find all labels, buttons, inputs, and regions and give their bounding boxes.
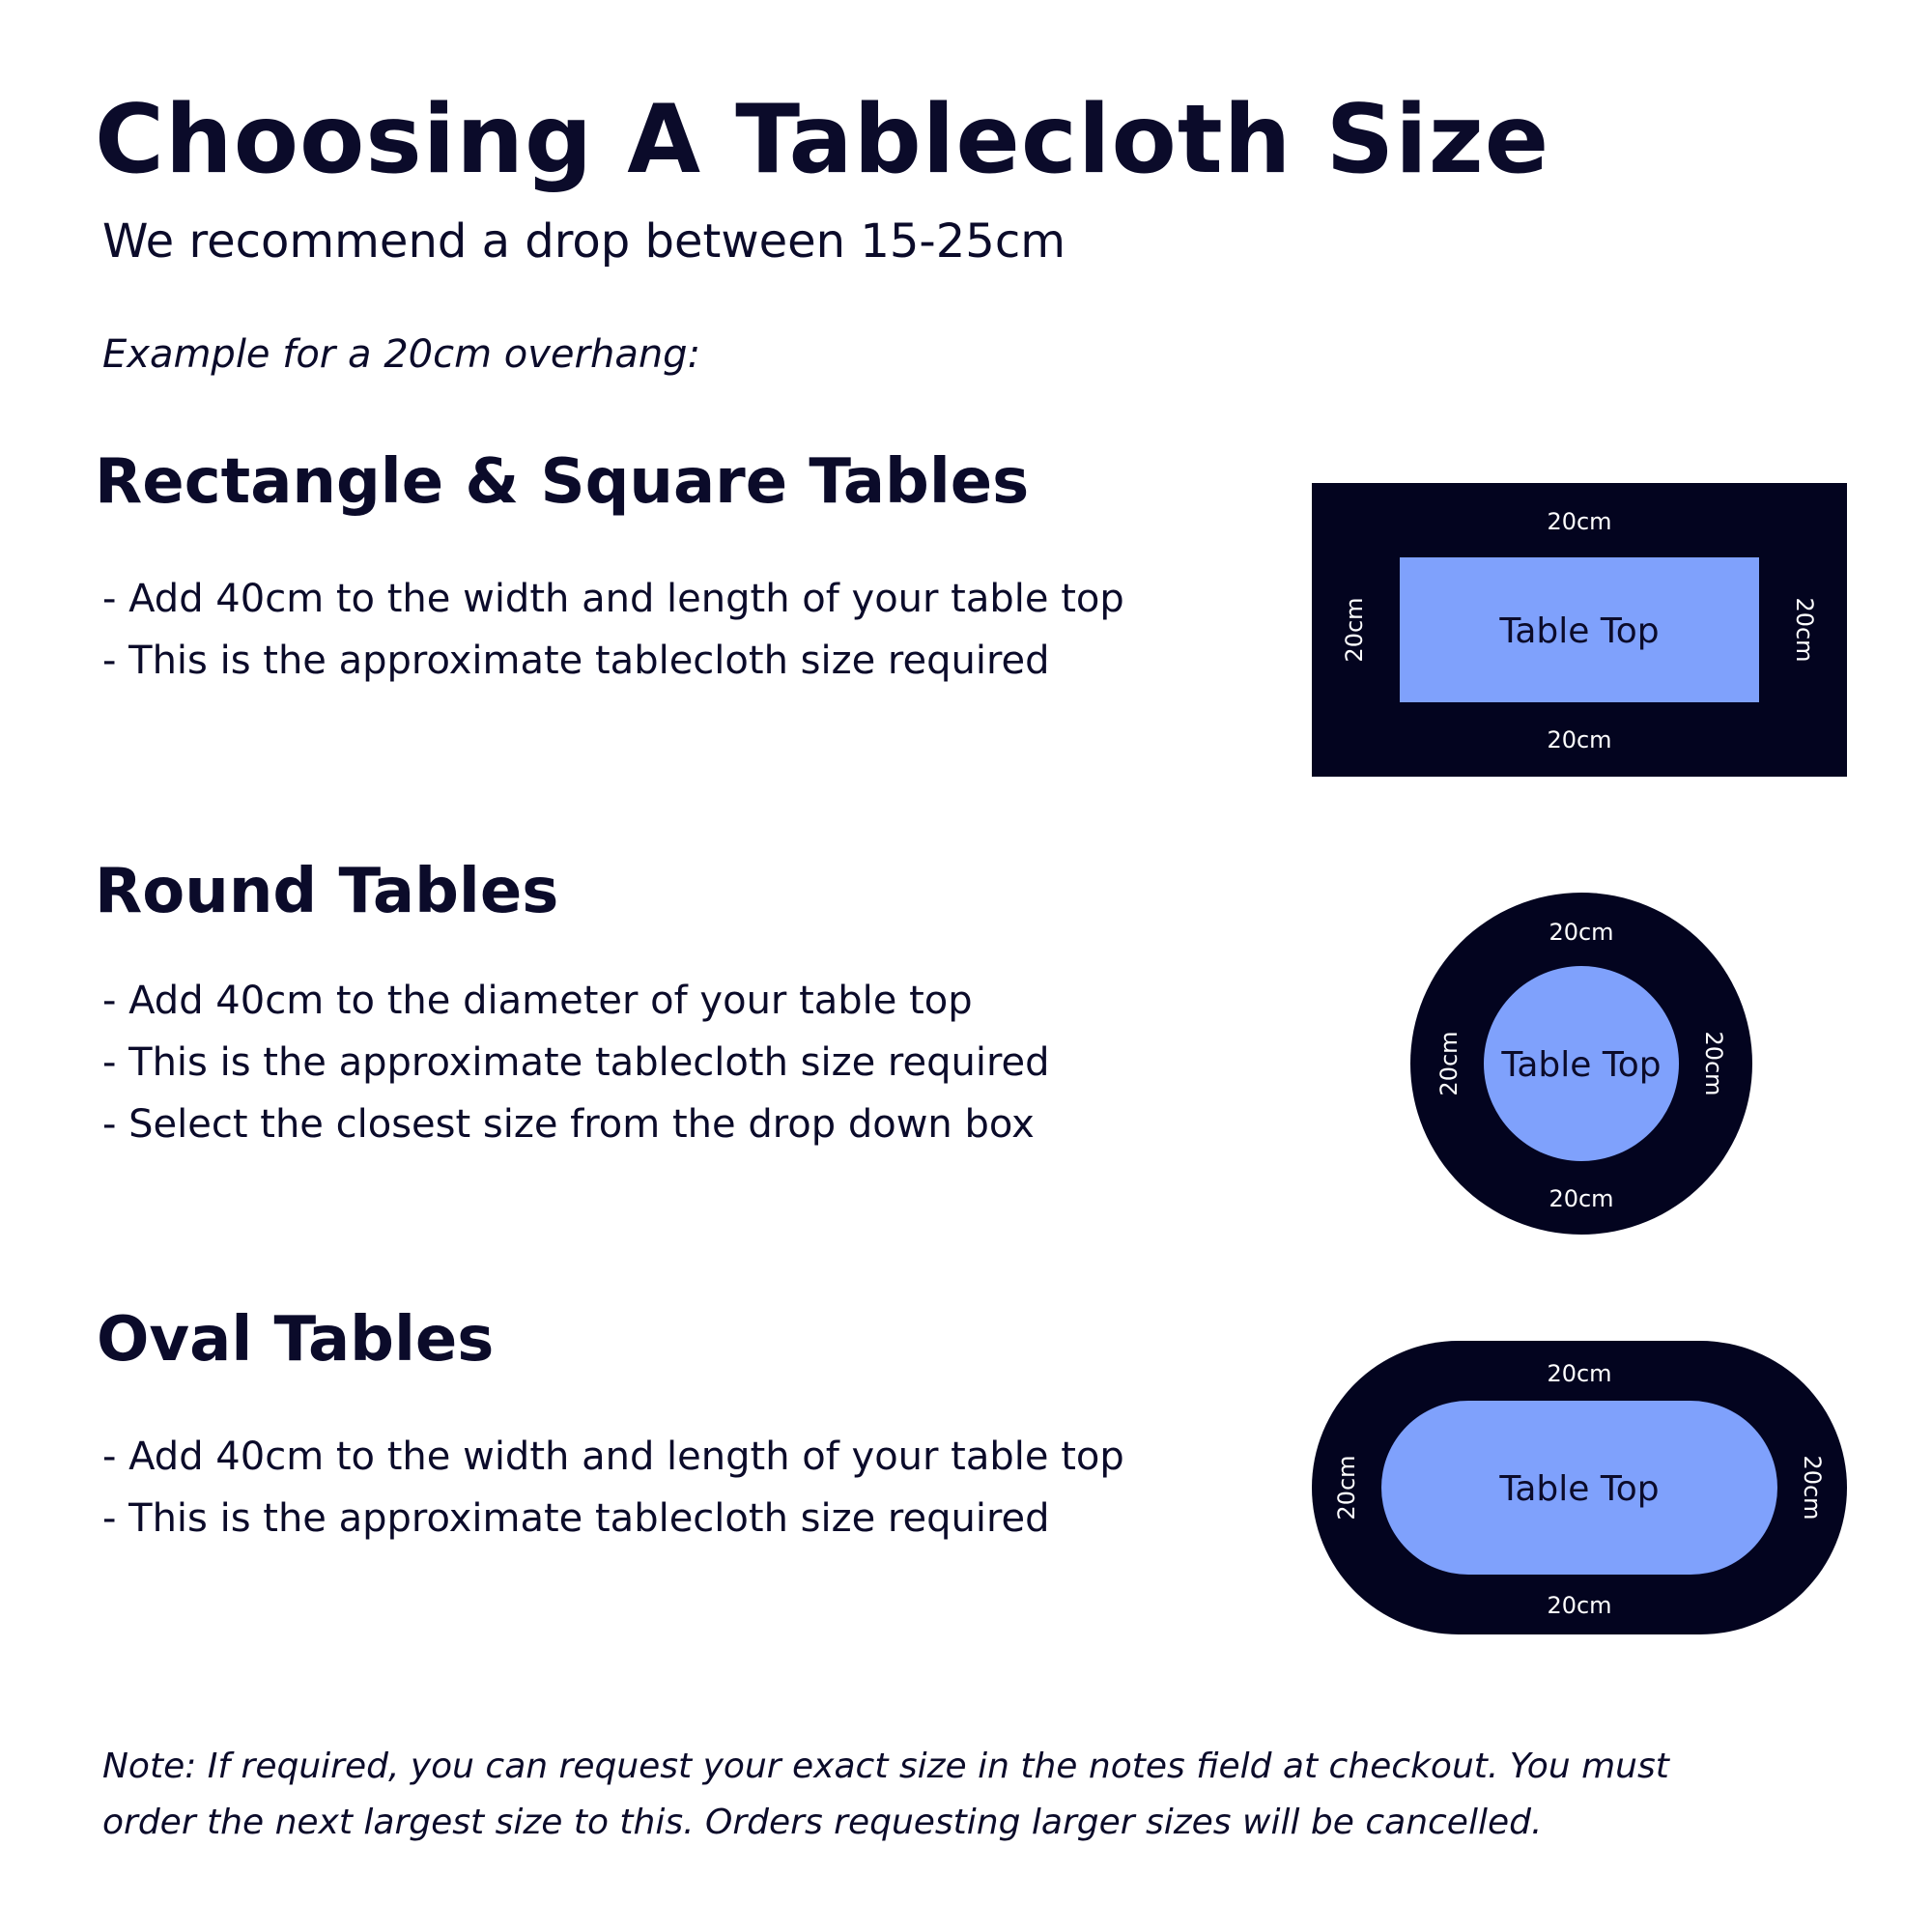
rectangle-bottom-overhang-label: 20cm (1547, 726, 1612, 753)
round-bullet-2: - This is the approximate tablecloth size required (102, 1040, 1050, 1085)
round-left-overhang-label: 20cm (1435, 1031, 1463, 1096)
subtitle: We recommend a drop between 15-25cm (102, 214, 1065, 269)
round-right-overhang-label: 20cm (1700, 1031, 1727, 1096)
note-line-1: Note: If required, you can request your exact size in the notes field at checkout. You must (102, 1747, 1669, 1786)
rectangle-table-top-label: Table Top (1499, 611, 1660, 651)
round-bullet-3: - Select the closest size from the drop down box (102, 1102, 1035, 1147)
round-table-diagram (1410, 893, 1752, 1235)
example-caption: Example for a 20cm overhang: (102, 332, 701, 377)
oval-bullet-2: - This is the approximate tablecloth size required (102, 1496, 1050, 1541)
round-heading: Round Tables (95, 856, 559, 927)
oval-right-overhang-label: 20cm (1799, 1455, 1826, 1520)
round-bullet-1: - Add 40cm to the diameter of your table top (102, 979, 973, 1023)
rectangle-bullet-2: - This is the approximate tablecloth size required (102, 639, 1050, 683)
rectangle-top-overhang-label: 20cm (1547, 508, 1612, 535)
oval-bullets (102, 1426, 1124, 1549)
round-bottom-overhang-label: 20cm (1548, 1185, 1614, 1212)
rectangle-right-overhang-label: 20cm (1791, 597, 1818, 663)
page-title: Choosing A Tablecloth Size (95, 85, 1550, 195)
oval-table-top-label: Table Top (1499, 1469, 1660, 1509)
oval-left-overhang-label: 20cm (1333, 1455, 1360, 1520)
rectangle-bullet-1: - Add 40cm to the width and length of your table top (102, 577, 1124, 621)
round-bullets (102, 970, 1050, 1155)
rectangle-table-diagram (1312, 483, 1847, 777)
rectangle-heading: Rectangle & Square Tables (95, 446, 1030, 518)
round-top-overhang-label: 20cm (1548, 919, 1614, 946)
oval-bottom-overhang-label: 20cm (1547, 1592, 1612, 1619)
note-line-2: order the next largest size to this. Orders requesting larger sizes will be cancelled. (102, 1803, 1543, 1842)
rectangle-left-overhang-label: 20cm (1341, 597, 1368, 663)
checkout-note (102, 1739, 1669, 1851)
round-table-top-label: Table Top (1501, 1045, 1662, 1085)
oval-heading: Oval Tables (97, 1304, 495, 1376)
oval-table-diagram (1312, 1341, 1847, 1634)
oval-top-overhang-label: 20cm (1547, 1360, 1612, 1387)
oval-bullet-1: - Add 40cm to the width and length of your table top (102, 1435, 1124, 1479)
rectangle-bullets (102, 568, 1124, 692)
